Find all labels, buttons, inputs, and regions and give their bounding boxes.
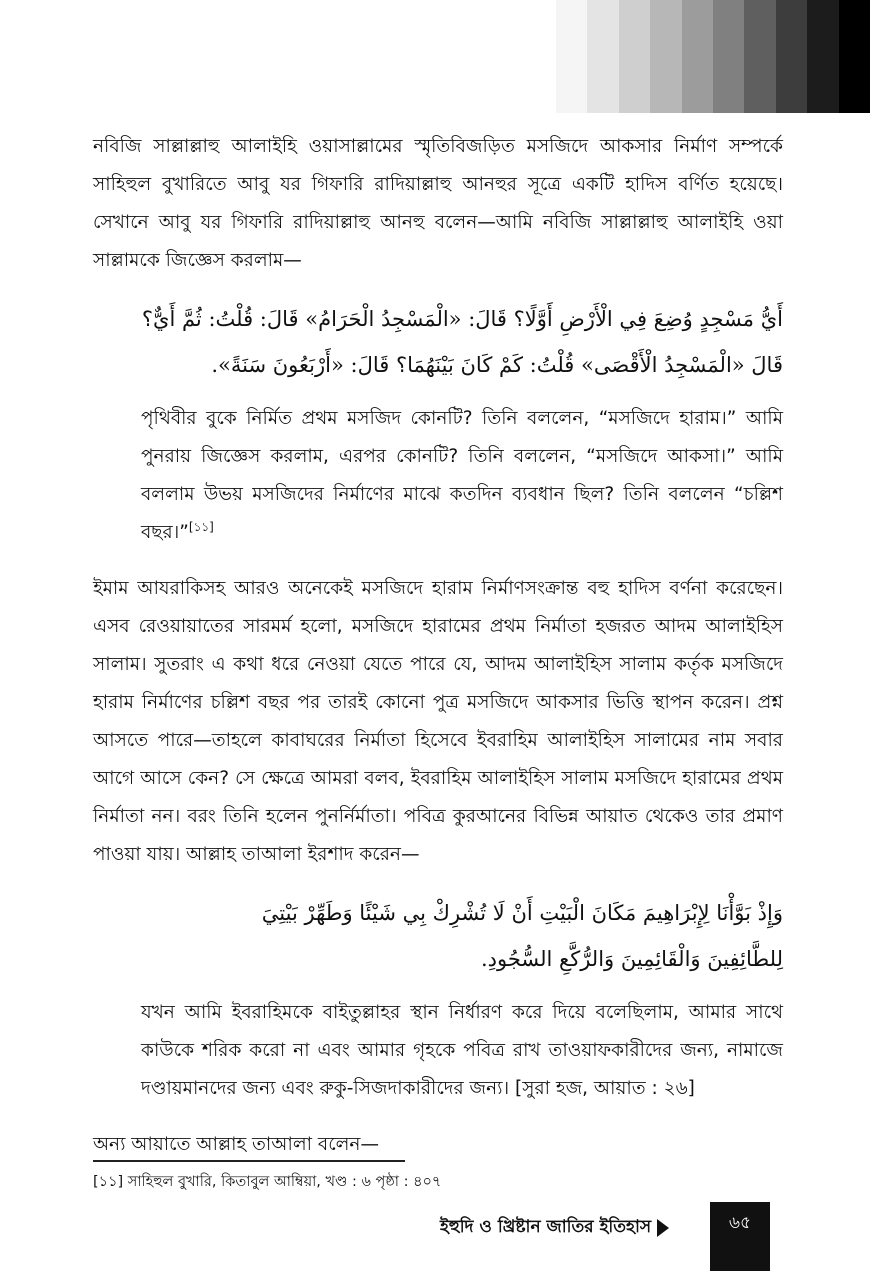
- arabic-verse-line-2: لِلطَّائِفِينَ وَالْقَائِمِينَ وَالرُّكَّعِ السُّجُودِ.: [480, 947, 783, 971]
- verse-translation: যখন আমি ইবরাহিমকে বাইতুল্লাহর স্থান নির্ধারণ করে দিয়ে বলেছিলাম, আমার সাথে কাউকে শরিক করো না এবং আমার গৃহকে পবিত্র রাখ তাওয়াফকারীদের জন্য, নামাজে দণ্ডায়মানদের জন্য এবং রুকু-সিজদাকারীদের জন্য। [সুরা হজ, আয়াত : ২৬]: [141, 1002, 783, 1099]
- arabic-hadith-line-1: أَيُّ مَسْجِدٍ وُضِعَ فِي الْأَرْضِ أَوَّلًا؟ قَالَ: «الْمَسْجِدُ الْحَرَامُ» قَالَ: قُلْتُ: ثُمَّ أَيٌّ؟: [141, 307, 783, 331]
- gray-swatch: [807, 0, 838, 113]
- footnote-divider: [93, 1160, 405, 1162]
- gray-swatch: [713, 0, 744, 113]
- hadith-translation: [141, 400, 783, 552]
- footnote: [১১] সাহিহুল বুখারি, কিতাবুল আম্বিয়া, খণ্ড : ৬ পৃষ্ঠা : ৪০৭: [93, 1174, 442, 1190]
- page-number: ৬৫: [728, 1213, 752, 1233]
- page-body: [93, 128, 783, 1164]
- running-footer: [440, 1208, 675, 1248]
- page-number-box: [710, 1202, 770, 1271]
- arabic-verse-line-1: وَإِذْ بَوَّأْنَا لِإِبْرَاهِيمَ مَكَانَ الْبَيْتِ أَنْ لَا تُشْرِكْ بِي شَيْئًا وَطَهِّرْ بَيْتِيَ: [261, 901, 783, 925]
- hadith-translation-text: পৃথিবীর বুকে নির্মিত প্রথম মসজিদ কোনটি? তিনি বললেন, “মসজিদে হারাম।” আমি পুনরায় জিজ্ঞেস করলাম, এরপর কোনটি? তিনি বললেন, “মসজিদে আকসা।” আমি বললাম উভয় মসজিদের নির্মাণের মাঝে কতদিন ব্যবধান ছিল? তিনি বললেন “চল্লিশ বছর।”: [141, 408, 783, 543]
- gray-scale-bar: [556, 0, 870, 113]
- paragraph-another-verse: অন্য আয়াতে আল্লাহ তাআলা বলেন—: [93, 1134, 379, 1155]
- gray-swatch: [839, 0, 870, 113]
- arabic-verse: [141, 890, 783, 982]
- gray-swatch: [776, 0, 807, 113]
- gray-swatch: [587, 0, 618, 113]
- gray-swatch: [744, 0, 775, 113]
- gray-swatch: [682, 0, 713, 113]
- paragraph-masjid-haram: ইমাম আযরাকিসহ আরও অনেকেই মসজিদে হারাম নির্মাণসংক্রান্ত বহু হাদিস বর্ণনা করেছেন। এসব রেওয়ায়াতের সারমর্ম হলো, মসজিদে হারামের প্রথম নির্মাতা হজরত আদম আলাইহিস সালাম। সুতরাং এ কথা ধরে নেওয়া যেতে পারে যে, আদম আলাইহিস সালাম কর্তৃক মসজিদে হারাম নির্মাণের চল্লিশ বছর পর তারই কোনো পুত্র মসজিদে আকসার ভিত্তি স্থাপন করেন। প্রশ্ন আসতে পারে—তাহলে কাবাঘরের নির্মাতা হিসেবে ইবরাহিম আলাইহিস সালামের নাম সবার আগে আসে কেন? সে ক্ষেত্রে আমরা বলব, ইবরাহিম আলাইহিস সালাম মসজিদে হারামের প্রথম নির্মাতা নন। বরং তিনি হলেন পুনর্নির্মাতা। পবিত্র কুরআনের বিভিন্ন আয়াত থেকেও তার প্রমাণ পাওয়া যায়। আল্লাহ তাআলা ইরশাদ করেন—: [93, 578, 783, 865]
- arrow-right-icon: [657, 1219, 669, 1237]
- gray-swatch: [650, 0, 681, 113]
- paragraph-hadith-intro: নবিজি সাল্লাল্লাহু আলাইহি ওয়াসাল্লামের স্মৃতিবিজড়িত মসজিদে আকসার নির্মাণ সম্পর্কে সাহিহুল বুখারিতে আবু যর গিফারি রাদিয়াল্লাহু আনহুর সূত্রে একটি হাদিস বর্ণিত হয়েছে। সেখানে আবু যর গিফারি রাদিয়াল্লাহু আনহু বলেন—আমি নবিজি সাল্লাল্লাহু আলাইহি ওয়া সাল্লামকে জিজ্ঞেস করলাম—: [93, 136, 783, 271]
- gray-swatch: [556, 0, 587, 113]
- gray-swatch: [619, 0, 650, 113]
- footnote-ref: [১১]: [188, 519, 214, 534]
- arabic-hadith-line-2: قَالَ «الْمَسْجِدُ الْأَقْصَى» قُلْتُ: كَمْ كَانَ بَيْنَهُمَا؟ قَالَ: «أَرْبَعُونَ سَنَةً».: [211, 353, 783, 377]
- arabic-hadith: [141, 296, 783, 388]
- book-title: ইহুদি ও খ্রিষ্টান জাতির ইতিহাস: [440, 1217, 652, 1237]
